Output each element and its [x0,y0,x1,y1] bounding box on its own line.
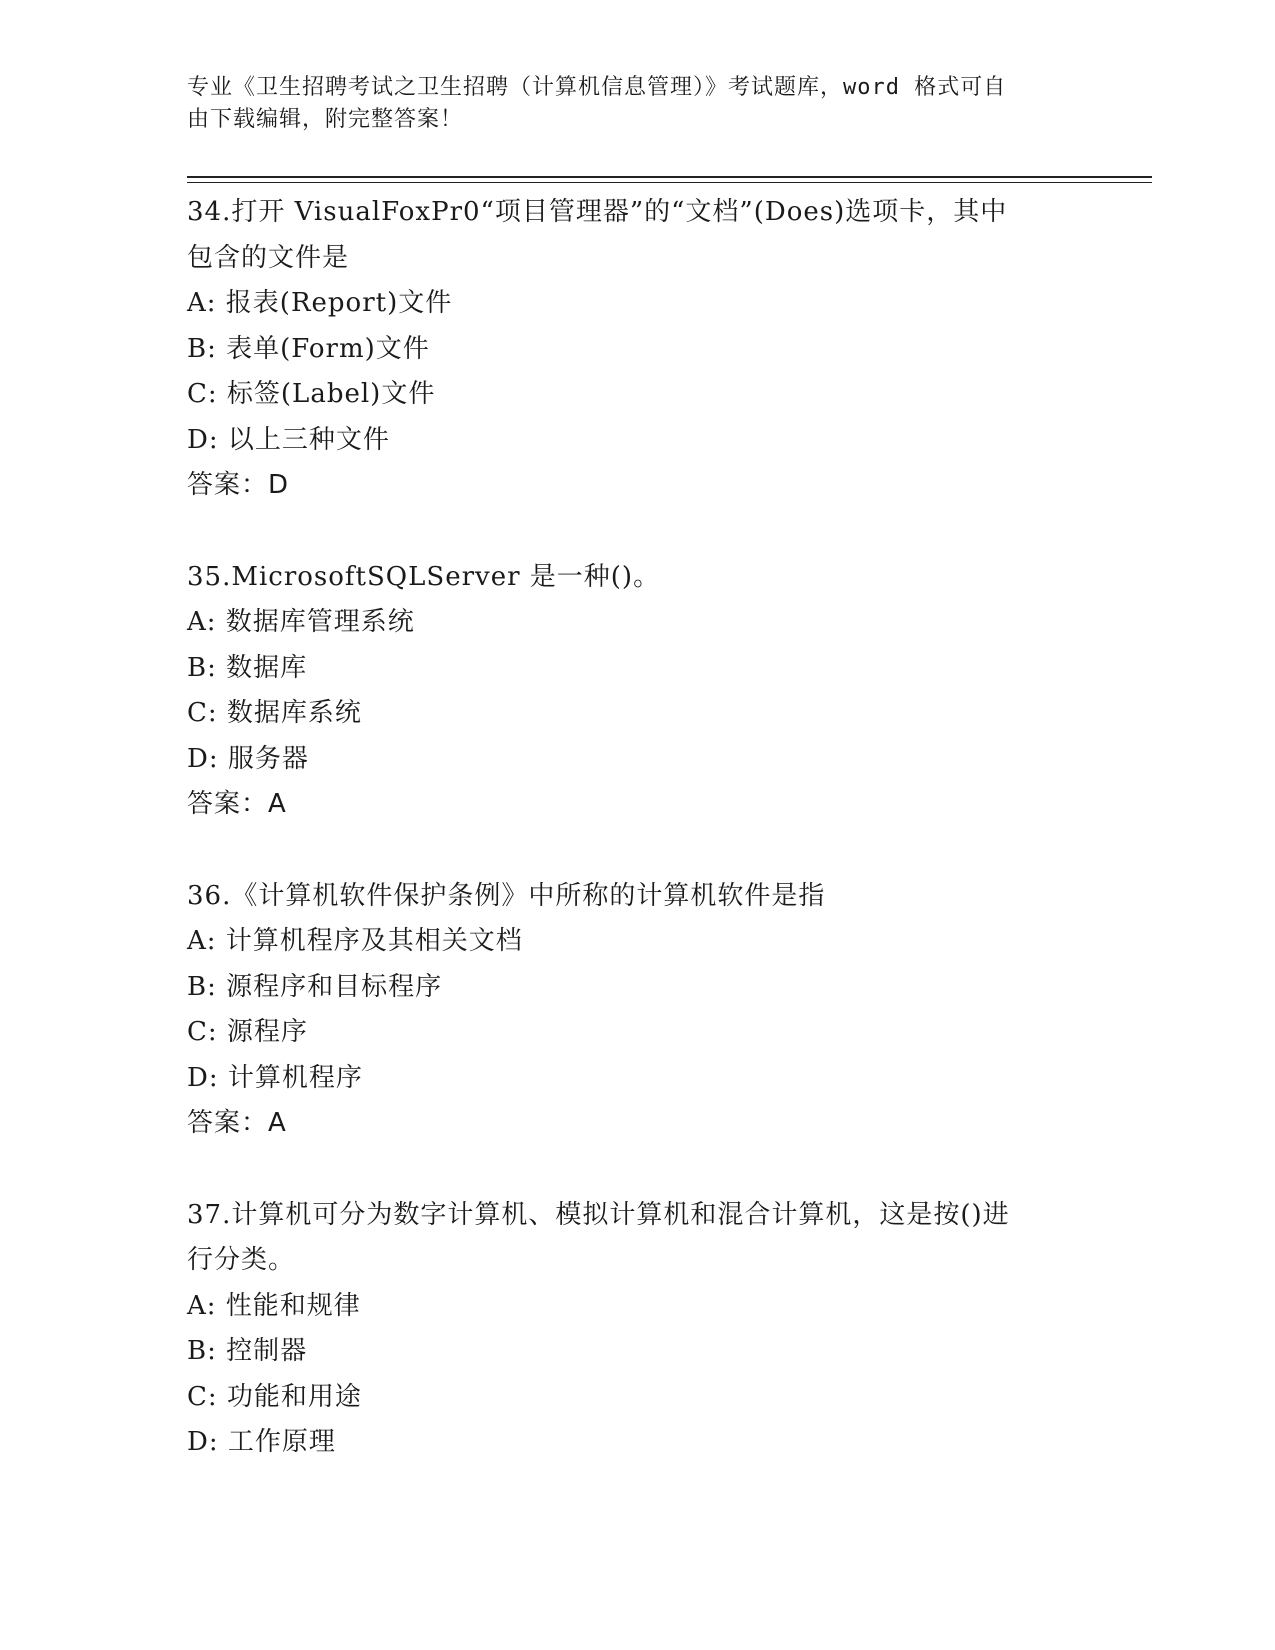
option-a: A: 计算机程序及其相关文档 [187,926,523,956]
question-stem-line: 36.《计算机软件保护条例》中所称的计算机软件是指 [187,880,826,911]
answer-line: 答案：A [187,789,287,819]
option-a: A: 性能和规律 [187,1290,361,1321]
option-b: B: 源程序和目标程序 [187,971,443,1002]
header-line-1: 专业《卫生招聘考试之卫生招聘（计算机信息管理）》考试题库，word 格式可自 [187,75,1007,100]
question-35 [187,555,1147,828]
question-stem-line: 37.计算机可分为数字计算机、模拟计算机和混合计算机，这是按()进 [187,1199,1010,1230]
question-list [187,190,1147,1466]
question-34 [187,190,1147,509]
header-line-2: 由下载编辑，附完整答案！ [187,107,464,132]
document-header [187,72,1087,136]
option-b: B: 控制器 [187,1336,308,1366]
question-37 [187,1193,1147,1466]
option-d: D: 工作原理 [187,1427,336,1457]
option-a: A: 数据库管理系统 [187,607,415,637]
question-stem-line: 包含的文件是 [187,242,350,273]
answer-line: 答案：D [187,470,290,500]
question-stem-line: 35.MicrosoftSQLServer 是一种()。 [187,561,661,592]
answer-line: 答案：A [187,1108,287,1138]
option-c: C: 标签(Label)文件 [187,379,436,409]
option-c: C: 源程序 [187,1017,308,1047]
option-a: A: 报表(Report)文件 [187,288,453,318]
option-d: D: 计算机程序 [187,1062,363,1093]
option-c: C: 数据库系统 [187,698,362,728]
option-b: B: 表单(Form)文件 [187,333,430,364]
option-d: D: 服务器 [187,743,309,774]
option-b: B: 数据库 [187,652,308,683]
header-divider-thin [187,182,1152,183]
option-c: C: 功能和用途 [187,1381,362,1412]
header-divider-thick [187,176,1152,178]
option-d: D: 以上三种文件 [187,424,390,455]
question-stem-line: 34.打开 VisualFoxPr0“项目管理器”的“文档”(Does)选项卡，其中 [187,197,1008,227]
question-36 [187,874,1147,1147]
question-stem-line: 行分类。 [187,1245,296,1275]
